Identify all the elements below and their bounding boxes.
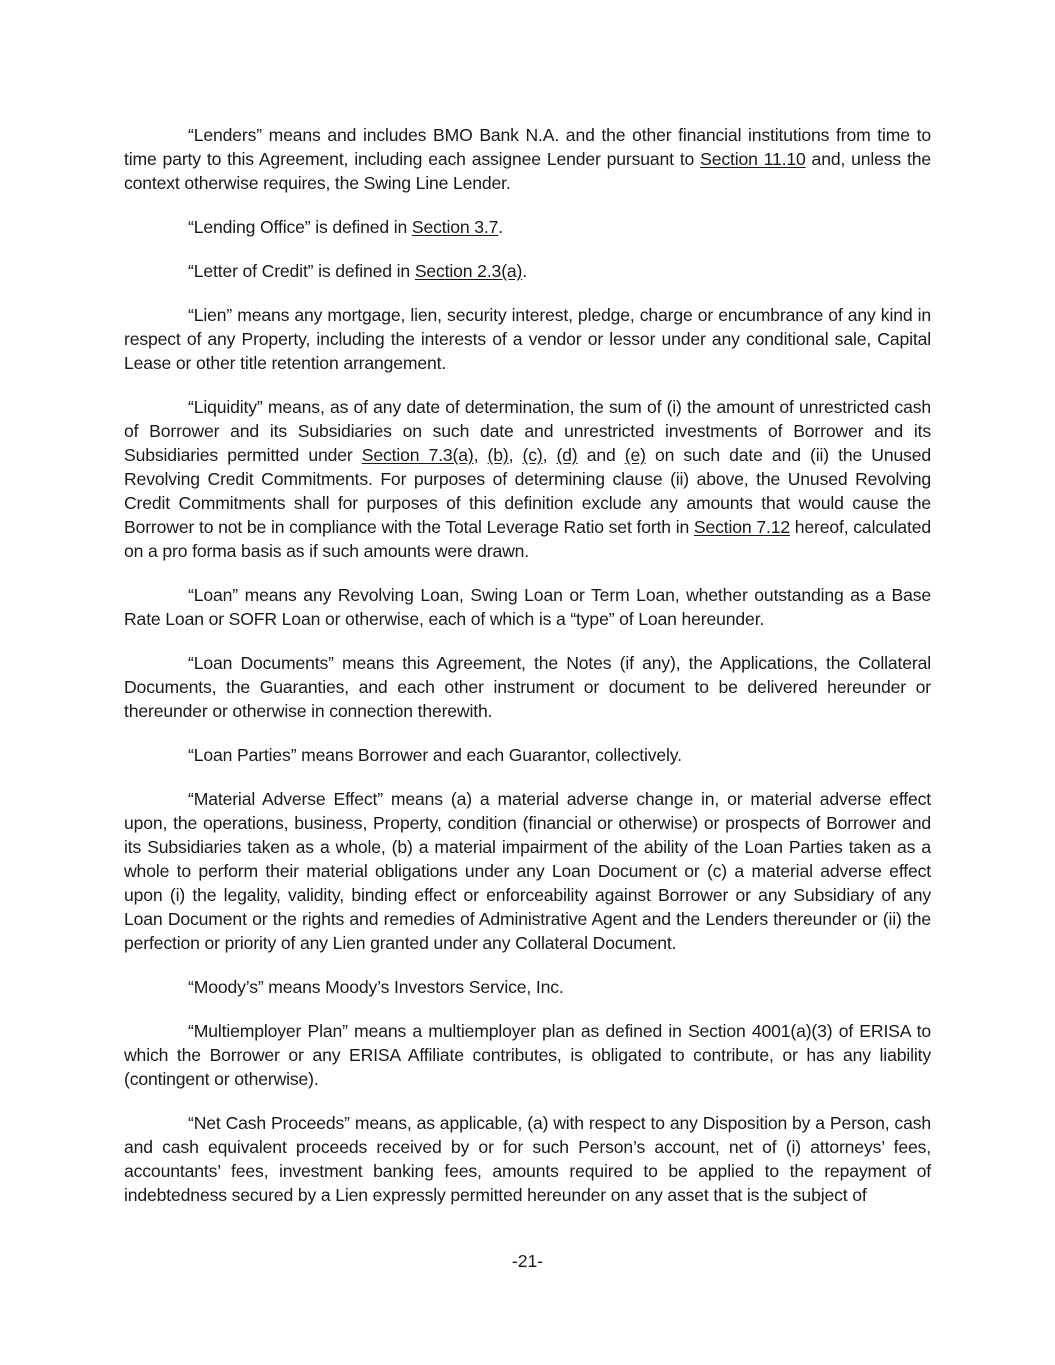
- paragraph-text: “Lien” means any mortgage, lien, security interest, pledge, charge or encumbrance of any kind in respect of any Property, including the interests of a vendor or lessor under any conditional sale, Capital Lease or other title retention arrangement.: [124, 305, 931, 373]
- paragraph-text: ,: [508, 445, 523, 465]
- document-body: [124, 123, 931, 1227]
- definition-loan-documents: [124, 651, 931, 723]
- definition-material-adverse-effect: [124, 787, 931, 955]
- paragraph-text: “Material Adverse Effect” means (a) a material adverse change in, or material adverse effect upon, the operations, business, Property, condition (financial or otherwise) or prospects of Borrower and its Subsidiaries taken as a whole, (b) a material impairment of the ability of the Loan Parties taken as a whole to perform their material obligations under any Loan Document or (c) a material adverse effect upon (i) the legality, validity, binding effect or enforceability against Borrower or any Subsidiary of any Loan Document or the rights and remedies of Administrative Agent and the Lenders thereunder or (ii) the perfection or priority of any Lien granted under any Collateral Document.: [124, 789, 931, 953]
- paragraph-text: and, unless the context otherwise requires, the Swing Line Lender.: [124, 149, 931, 193]
- page-number: -21-: [511, 1251, 544, 1271]
- paragraph-text: “Loan Parties” means Borrower and each Guarantor, collectively.: [188, 745, 682, 765]
- definition-lending-office: [124, 215, 931, 239]
- paragraph-text: hereof, calculated on a pro forma basis as if such amounts were drawn.: [124, 517, 932, 561]
- paragraph-text: on such date and (ii) the Unused Revolving Credit Commitments. For purposes of determining clause (ii) above, the Unused Revolving Credit Commitments shall for purposes of this definition exclude any amounts that would cause the Borrower to not be in compliance with the Total Leverage Ratio set forth in: [124, 445, 931, 537]
- section-reference: (e): [624, 445, 646, 465]
- paragraph-text: .: [498, 217, 504, 237]
- paragraph-text: “Multiemployer Plan” means a multiemployer plan as defined in Section 4001(a)(3) of ERISA to which the Borrower or any ERISA Affiliate contributes, is obligated to contribute, or has any liability (contingent or otherwise).: [124, 1021, 931, 1089]
- section-reference: (d): [556, 445, 578, 465]
- definition-multiemployer-plan: [124, 1019, 931, 1091]
- section-reference: Section 2.3(a): [414, 261, 523, 281]
- paragraph-text: .: [522, 261, 527, 281]
- section-reference: (b): [487, 445, 509, 465]
- paragraph-text: “Loan Documents” means this Agreement, the Notes (if any), the Applications, the Collateral Documents, the Guaranties, and each other instrument or document to be delivered hereunder or thereunder or otherwise in connection therewith.: [124, 653, 931, 721]
- paragraph-text: “Lending Office” is defined in: [188, 217, 412, 237]
- definition-lien: [124, 303, 931, 375]
- paragraph-text: and: [577, 445, 625, 465]
- section-reference: Section 11.10: [700, 149, 806, 169]
- paragraph-text: “Letter of Credit” is defined in: [188, 261, 415, 281]
- definition-lenders: [124, 123, 931, 195]
- paragraph-text: “Liquidity” means, as of any date of determination, the sum of (i) the amount of unrestricted cash of Borrower and its Subsidiaries on such date and unrestricted investments of Borrower and its Subsidiaries permitted under: [124, 397, 931, 465]
- definition-moodys: [124, 975, 931, 999]
- section-reference: Section 7.12: [693, 517, 790, 537]
- definition-net-cash-proceeds: [124, 1111, 931, 1207]
- paragraph-text: “Net Cash Proceeds” means, as applicable, (a) with respect to any Disposition by a Person, cash and cash equivalent proceeds received by or for such Person’s account, net of (i) attorneys’ fees, accountants’ fees, investment banking fees, amounts required to be applied to the repayment of indebtedness secured by a Lien expressly permitted hereunder on any asset that is the subject of: [124, 1113, 931, 1205]
- paragraph-text: ,: [473, 445, 488, 465]
- paragraph-text: “Lenders” means and includes BMO Bank N.A. and the other financial institutions from time to time party to this Agreement, including each assignee Lender pursuant to: [124, 125, 931, 169]
- paragraph-text: ,: [542, 445, 557, 465]
- section-reference: Section 3.7: [411, 217, 499, 237]
- paragraph-text: “Moody’s” means Moody’s Investors Service, Inc.: [188, 977, 564, 997]
- section-reference: (c): [522, 445, 543, 465]
- definition-loan: [124, 583, 931, 631]
- paragraph-text: “Loan” means any Revolving Loan, Swing Loan or Term Loan, whether outstanding as a Base Rate Loan or SOFR Loan or otherwise, each of which is a “type” of Loan hereunder.: [124, 585, 931, 629]
- definition-loan-parties: [124, 743, 931, 767]
- section-reference: Section 7.3(a): [361, 445, 474, 465]
- definition-letter-of-credit: [124, 259, 931, 283]
- definition-liquidity: [124, 395, 931, 563]
